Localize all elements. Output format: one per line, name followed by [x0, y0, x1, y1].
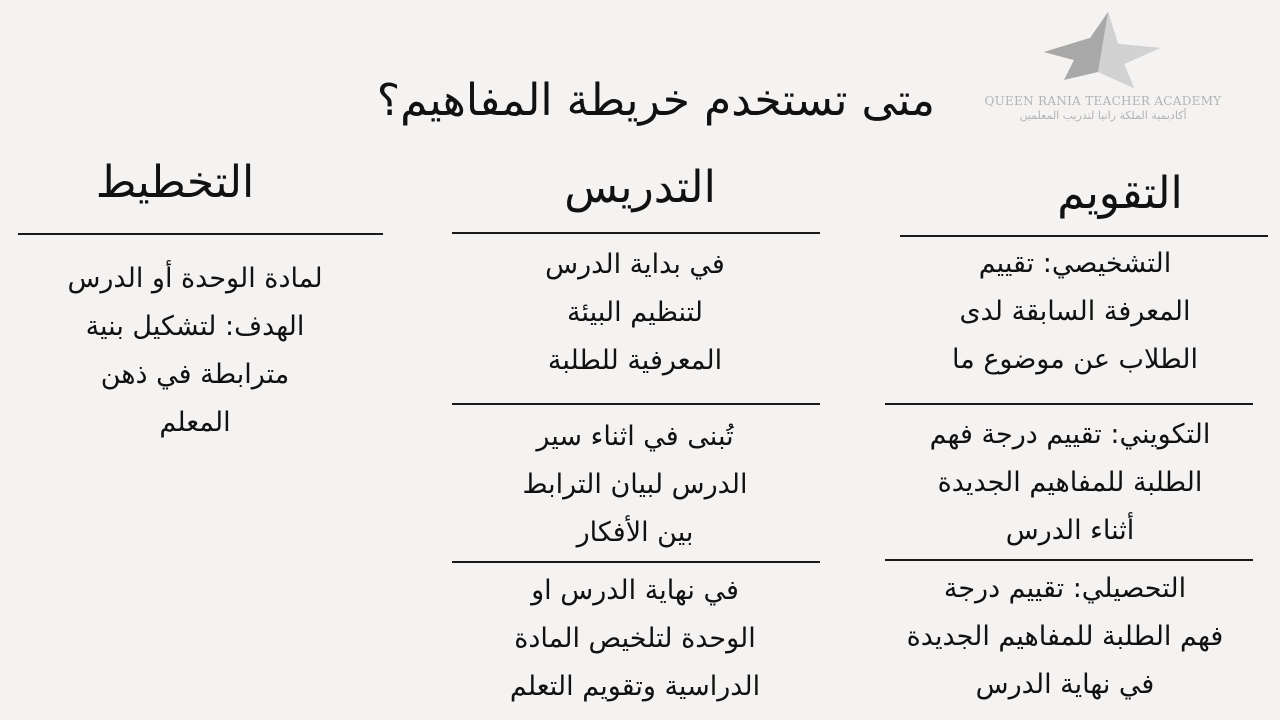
academy-logo — [948, 8, 1268, 128]
divider-teaching-1 — [452, 403, 820, 405]
divider-planning-header — [18, 233, 383, 235]
heading-evaluation: التقويم — [1057, 168, 1183, 219]
divider-teaching-header — [452, 232, 820, 234]
heading-planning: التخطيط — [95, 157, 255, 208]
cell-line: المعرفة السابقة لدى — [959, 296, 1191, 327]
cell-line: أثناء الدرس — [1005, 515, 1135, 546]
cell-line: التحصيلي: تقييم درجة — [943, 573, 1187, 604]
cell-line: مترابطة في ذهن — [100, 359, 290, 390]
cell-line: المعلم — [159, 407, 231, 438]
cell-line: الهدف: لتشكيل بنية — [85, 311, 305, 342]
cell-line: التكويني: تقييم درجة فهم — [929, 419, 1211, 450]
cell-line: في نهاية الدرس — [975, 669, 1155, 700]
divider-evaluation-2 — [885, 559, 1253, 561]
evaluation-cell-diagnostic — [885, 240, 1265, 384]
cell-line: في نهاية الدرس او — [531, 575, 739, 606]
cell-line: الدراسية وتقويم التعلم — [509, 671, 761, 702]
cell-line: المعرفية للطلبة — [547, 345, 723, 376]
divider-teaching-2 — [452, 561, 820, 563]
cell-line: الوحدة لتلخيص المادة — [514, 623, 756, 654]
cell-line: الطلاب عن موضوع ما — [952, 344, 1198, 375]
star-logo-icon — [948, 8, 1268, 98]
cell-line: التشخيصي: تقييم — [978, 248, 1172, 279]
cell-line: الطلبة للمفاهيم الجديدة — [937, 467, 1203, 498]
academy-name-arabic: أكاديمية الملكة رانيا لتدريب المعلمين — [1019, 109, 1187, 122]
cell-line: لتنظيم البيئة — [566, 297, 703, 328]
evaluation-cell-formative — [870, 411, 1270, 555]
academy-name-english: QUEEN RANIA TEACHER ACADEMY — [984, 94, 1222, 108]
divider-evaluation-header — [900, 235, 1268, 237]
cell-line: تُبنى في اثناء سير — [536, 421, 734, 452]
evaluation-cell-summative — [860, 565, 1270, 709]
cell-line: فهم الطلبة للمفاهيم الجديدة — [906, 621, 1224, 652]
teaching-cell-during — [452, 413, 818, 557]
teaching-cell-beginning — [452, 241, 818, 385]
divider-evaluation-1 — [885, 403, 1253, 405]
cell-line: في بداية الدرس — [545, 249, 725, 280]
cell-line: الدرس لبيان الترابط — [522, 469, 748, 500]
planning-cell — [10, 255, 380, 447]
page-title: متى تستخدم خريطة المفاهيم؟ — [376, 75, 935, 126]
cell-line: لمادة الوحدة أو الدرس — [67, 263, 323, 294]
cell-line: بين الأفكار — [576, 517, 694, 548]
heading-teaching: التدريس — [564, 162, 716, 213]
teaching-cell-end — [445, 567, 825, 711]
